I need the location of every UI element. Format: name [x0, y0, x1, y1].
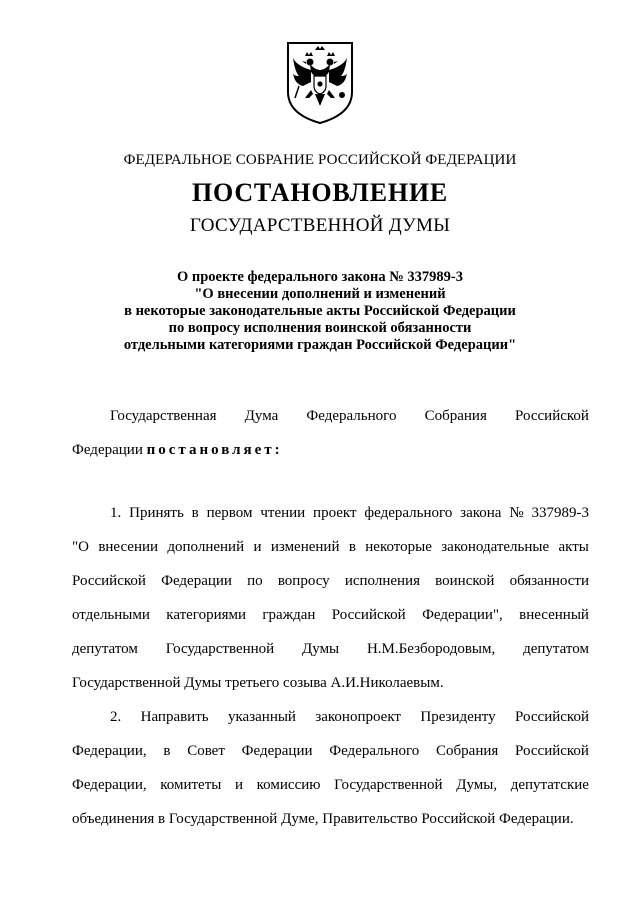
word: первом	[206, 505, 253, 521]
heading-line: О проекте федерального закона № 337989-3	[176, 269, 464, 285]
word: Государственной	[334, 777, 443, 793]
word: законодательные	[441, 539, 550, 555]
word: Федерации	[241, 743, 313, 759]
word: в	[348, 539, 356, 555]
word: Российской	[515, 709, 589, 725]
word: Дума	[244, 408, 279, 424]
word: дополнений	[167, 539, 245, 555]
item-1-paragraph	[72, 496, 589, 700]
word: внесении	[98, 539, 159, 555]
word: изменений	[270, 539, 340, 555]
word: Федерации,	[72, 777, 147, 793]
word: некоторые	[365, 539, 432, 555]
justified-line	[72, 768, 589, 802]
document-subtitle: ГОСУДАРСТВЕННОЙ ДУМЫ	[189, 215, 451, 236]
heading-line: в некоторые законодательные акты Российской Федерации	[124, 303, 516, 319]
word: Думы	[302, 641, 340, 657]
word: в	[163, 743, 171, 759]
word: Принять	[129, 505, 184, 521]
word: Собрания	[436, 743, 499, 759]
paragraph-last-line: объединения в Государственной Думе, Правительство Российской Федерации.	[72, 811, 574, 827]
preamble-line	[72, 433, 589, 467]
word: указанный	[227, 709, 296, 725]
word: вопросу	[277, 573, 330, 589]
word: федерального	[364, 505, 453, 521]
word: проект	[313, 505, 357, 521]
word: комиссию	[256, 777, 321, 793]
assembly-name: ФЕДЕРАЛЬНОЕ СОБРАНИЕ РОССИЙСКОЙ ФЕДЕРАЦИИ	[123, 152, 517, 168]
word: законопроект	[315, 709, 401, 725]
word: акты	[558, 539, 589, 555]
justified-line	[72, 496, 589, 530]
word: депутатом	[523, 641, 589, 657]
word: граждан	[262, 607, 316, 623]
word: депутатские	[510, 777, 589, 793]
item-2-paragraph	[72, 700, 589, 836]
resolution-verb: постановляет:	[146, 442, 283, 458]
word: Российской	[331, 607, 406, 623]
word: Российской	[72, 573, 146, 589]
paragraph-last-line: Государственной Думы третьего созыва А.И.Николаевым.	[72, 675, 444, 691]
word: и	[234, 777, 244, 793]
justified-line	[72, 564, 589, 598]
word: Федерального	[329, 743, 420, 759]
word: Федерации",	[422, 607, 503, 623]
justified-line	[72, 598, 589, 632]
heading-line: отдельными категориями граждан Российской Федерации"	[123, 337, 517, 353]
preamble-paragraph	[72, 399, 589, 467]
justified-line	[72, 530, 589, 564]
justified-line	[72, 700, 589, 734]
justified-line	[72, 399, 589, 433]
word: закона	[460, 505, 502, 521]
word: Направить	[140, 709, 209, 725]
word: в	[191, 505, 199, 521]
heading-line: по вопросу исполнения воинской обязанности	[168, 320, 472, 336]
word: 2.	[110, 709, 122, 725]
word: внесенный	[519, 607, 589, 623]
word: Федерации	[161, 573, 232, 589]
word: 1.	[110, 505, 122, 521]
word: Президенту	[420, 709, 496, 725]
word: Российской	[515, 408, 589, 424]
coat-of-arms-icon	[285, 40, 355, 126]
word: обязанности	[509, 573, 589, 589]
word: комитеты	[160, 777, 222, 793]
word: исполнения	[344, 573, 420, 589]
preamble-prefix: Федерации	[72, 442, 143, 458]
word: "О	[72, 539, 89, 555]
word: отдельными	[72, 607, 150, 623]
word: по	[247, 573, 263, 589]
word: Российской	[515, 743, 589, 759]
heading-line: "О внесении дополнений и изменений	[194, 286, 446, 302]
word: 337989-3	[531, 505, 589, 521]
word: Государственная	[110, 408, 217, 424]
resolution-heading	[60, 269, 580, 354]
justified-line	[72, 632, 589, 666]
word: депутатом	[72, 641, 138, 657]
word: №	[509, 505, 524, 521]
word: Государственной	[165, 641, 275, 657]
word: чтении	[260, 505, 306, 521]
word: категориями	[166, 607, 247, 623]
word: Совет	[187, 743, 225, 759]
word: и	[253, 539, 262, 555]
word: Н.М.Безбородовым,	[366, 641, 496, 657]
word: воинской	[435, 573, 495, 589]
word: Федерации,	[72, 743, 147, 759]
word: Федерального	[306, 408, 397, 424]
justified-line	[72, 734, 589, 768]
document-title: ПОСТАНОВЛЕНИЕ	[191, 178, 449, 207]
word: Думы,	[456, 777, 498, 793]
word: Собрания	[424, 408, 487, 424]
